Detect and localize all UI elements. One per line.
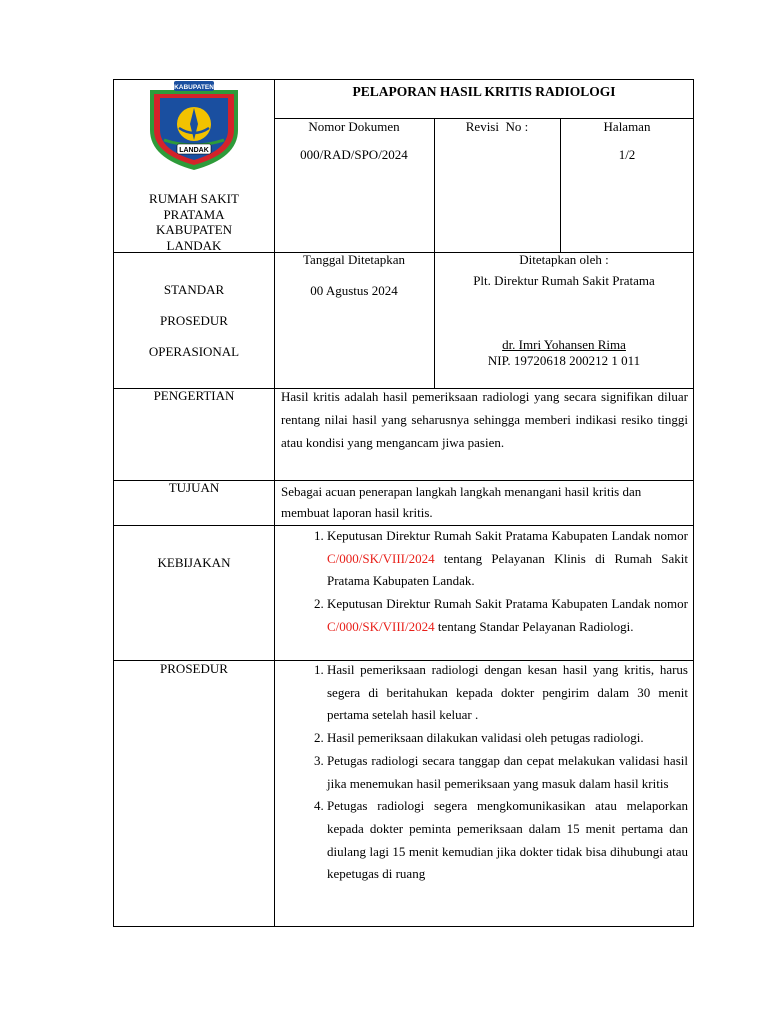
decree-reference: C/000/SK/VIII/2024 — [327, 618, 435, 634]
signer-name: dr. Imri Yohansen Rima — [502, 337, 626, 352]
column-divider — [434, 118, 435, 252]
logo-top-text: KABUPATEN — [174, 84, 214, 91]
kebijakan-list — [281, 525, 694, 639]
pengertian-label: PENGERTIAN — [153, 388, 235, 403]
document-title: PELAPORAN HASIL KRITIS RADIOLOGI — [352, 84, 616, 99]
prosedur-item: 3. Petugas radiologi secara tanggap dan cepat melakukan validasi hasil jika menemukan hasil pemeriksaan yang masuk dalam hasil kritis — [327, 750, 694, 795]
signer-nip: NIP. 19720618 200212 1 011 — [487, 353, 641, 368]
sop-label-line: OPERASIONAL — [148, 344, 240, 359]
kebijakan-item: 1. Keputusan Direktur Rumah Sakit Pratama Kabupaten Landak nomor C/000/SK/VIII/2024 tentang Pelayanan Klinis di Rumah Sakit Pratama Kabupaten Landak. — [327, 525, 694, 593]
hospital-name-line: LANDAK — [166, 237, 222, 253]
established-by-position: Plt. Direktur Rumah Sakit Pratama — [473, 273, 655, 288]
kabupaten-landak-logo — [144, 80, 244, 172]
prosedur-item: 4. Petugas radiologi segera mengkomunikasikan atau melaporkan kepada dokter peminta pemeriksaan dalam 15 menit pertama dan diulang lagi 15 menit kemudian jika dokter tidak bisa dihubungi atau kepetugas di ruang — [327, 795, 694, 886]
established-date-label: Tanggal Ditetapkan — [303, 252, 405, 267]
doc-number-label: Nomor Dokumen — [308, 119, 400, 134]
revision-label: Revisi No : — [465, 119, 529, 134]
established-date-value: 00 Agustus 2024 — [310, 283, 398, 298]
kebijakan-item: 2. Keputusan Direktur Rumah Sakit Pratama Kabupaten Landak nomor C/000/SK/VIII/2024 tentang Standar Pelayanan Radiologi. — [327, 593, 694, 638]
prosedur-label: PROSEDUR — [160, 661, 228, 676]
tujuan-label: TUJUAN — [168, 480, 220, 495]
hospital-name-line: KABUPATEN — [155, 222, 233, 237]
column-divider — [274, 80, 275, 927]
tujuan-text: Sebagai acuan penerapan langkah langkah menangani hasil kritis dan membuat laporan hasil kritis. — [281, 484, 642, 520]
doc-number-value: 000/RAD/SPO/2024 — [300, 147, 408, 162]
pengertian-text: Hasil kritis adalah hasil pemeriksaan radiologi yang secara signifikan diluar rentang nilai hasil yang seharusnya sehingga memberi indikasi resiko tinggi atau kondisi yang mengancam jiwa pasien. — [281, 389, 688, 450]
established-by-label: Ditetapkan oleh : — [519, 252, 609, 267]
decree-reference: C/000/SK/VIII/2024 — [327, 550, 435, 566]
prosedur-item: 1. Hasil pemeriksaan radiologi dengan kesan hasil yang kritis, harus segera di beritahukan kepada dokter pengirim dalam 30 menit pertama setelah hasil keluar . — [327, 659, 694, 727]
sop-label-line: STANDAR — [163, 282, 225, 297]
kebijakan-label: KEBIJAKAN — [157, 555, 231, 570]
prosedur-list — [281, 659, 694, 886]
hospital-name-line: PRATAMA — [163, 206, 225, 222]
sop-document — [113, 79, 694, 927]
hospital-name-line: RUMAH SAKIT — [149, 191, 239, 206]
page-label: Halaman — [603, 119, 651, 134]
prosedur-item: 2. Hasil pemeriksaan dilakukan validasi oleh petugas radiologi. — [327, 727, 694, 750]
hospital-header-cell — [114, 80, 274, 252]
sop-label-cell — [114, 282, 274, 360]
logo-bottom-text: LANDAK — [179, 147, 209, 154]
established-date-cell — [274, 252, 434, 299]
page-cell — [560, 119, 694, 163]
doc-number-cell — [274, 119, 434, 163]
page-value: 1/2 — [618, 147, 636, 162]
sop-label-line: PROSEDUR — [160, 313, 228, 328]
established-by-cell — [434, 252, 694, 369]
